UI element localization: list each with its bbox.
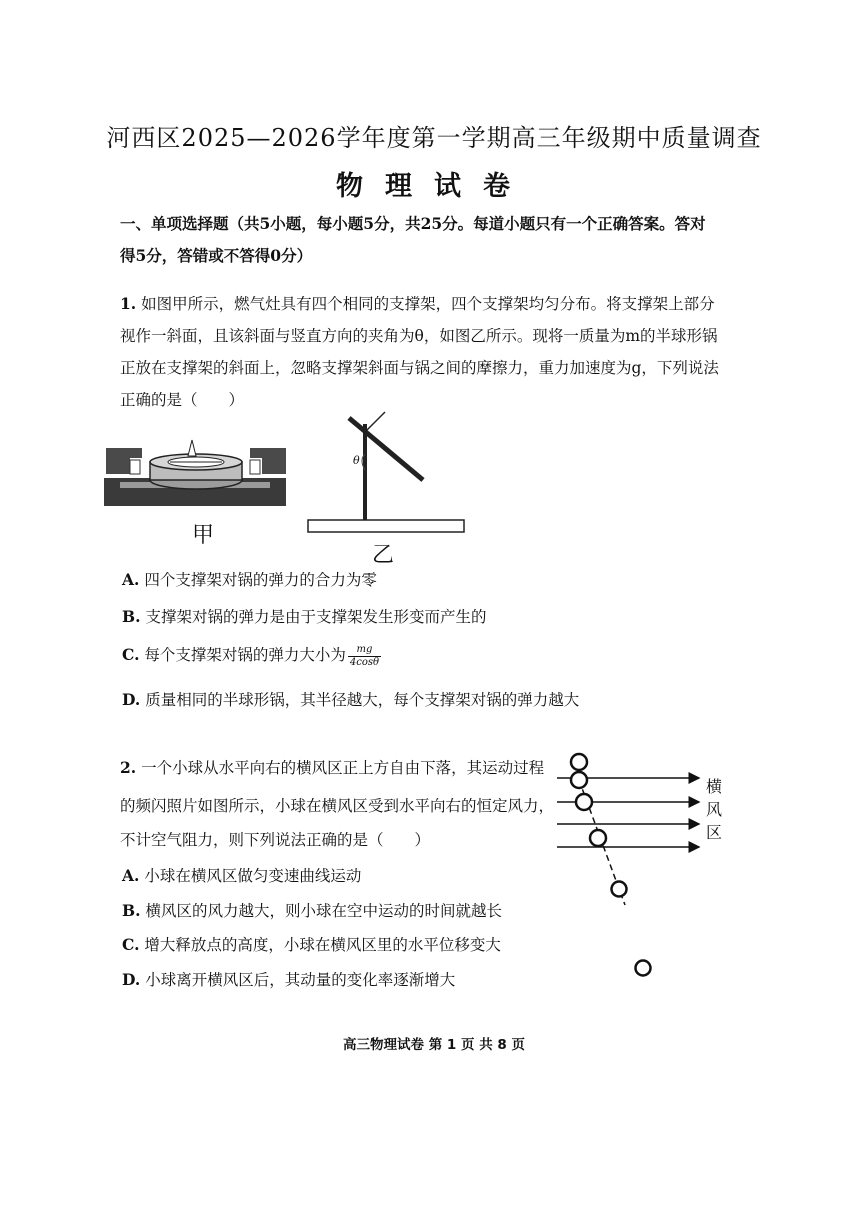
q2-option-c-letter: C.: [122, 935, 140, 954]
q1-option-b: [122, 605, 486, 627]
q1-option-c: [122, 643, 381, 669]
q2-option-a: [122, 864, 361, 886]
q2-option-a-letter: A.: [122, 866, 140, 885]
q2-option-d: [122, 968, 455, 990]
page-title: 河西区2025—2026学年度第一学期高三年级期中质量调查: [106, 124, 762, 152]
q2-line1: [120, 752, 544, 784]
q1-option-d: [122, 688, 579, 710]
section-heading-line1: 一、单项选择题（共5小题，每小题5分，共25分。每道小题只有一个正确答案。答对: [120, 214, 706, 233]
q1-option-b-text: 支撑架对锅的弹力是由于支撑架发生形变而产生的: [145, 608, 487, 626]
q1-line2: 视作一斜面，且该斜面与竖直方向的夹角为θ，如图乙所示。现将一质量为m的半球形锅: [120, 327, 718, 345]
q1-option-d-text: 质量相同的半球形锅，其半径越大，每个支撑架对锅的弹力越大: [145, 691, 580, 709]
fraction-numerator: mg: [348, 644, 381, 657]
fig-jia-label: 甲: [192, 523, 215, 548]
wind-label-heng: 横: [706, 777, 723, 796]
support-incline-figure: [305, 410, 470, 540]
q1-option-d-letter: D.: [122, 690, 141, 709]
q2-line2: 的频闪照片如图所示，小球在横风区受到水平向右的恒定风力，: [120, 797, 555, 815]
q1-line3: 正放在支撑架的斜面上，忽略支撑架斜面与锅之间的摩擦力，重力加速度为g，下列说法: [120, 359, 719, 377]
q1-text-line1: 如图甲所示，燃气灶具有四个相同的支撑架，四个支撑架均匀分布。将支撑架上部分: [141, 295, 715, 313]
q2-line3: 不计空气阻力，则下列说法正确的是（ ）: [120, 831, 431, 849]
q2-option-d-text: 小球离开横风区后，其动量的变化率逐渐增大: [145, 971, 456, 989]
fig-yi-label: 乙: [372, 543, 395, 568]
q2-option-b: [122, 899, 502, 921]
subject-title: 物理试卷: [336, 171, 532, 202]
wind-label-qu: 区: [706, 823, 723, 842]
fig-theta-label: θ: [353, 454, 360, 467]
q1-line1: [120, 288, 715, 320]
q1-option-a-text: 四个支撑架对锅的弹力的合力为零: [144, 571, 377, 589]
fraction-denominator: 4cosθ: [349, 656, 380, 668]
q2-number: 2.: [120, 758, 137, 777]
q1-option-c-text: 每个支撑架对锅的弹力大小为: [144, 646, 346, 664]
gas-stove-figure: [100, 430, 300, 516]
q1-option-c-letter: C.: [122, 645, 140, 664]
q1-option-a: [122, 568, 377, 590]
q2-option-c: [122, 933, 501, 955]
q2-option-c-text: 增大释放点的高度，小球在横风区里的水平位移变大: [144, 936, 501, 954]
page-footer: 高三物理试卷 第 1 页 共 8 页: [343, 1037, 525, 1053]
q1-option-a-letter: A.: [122, 570, 140, 589]
q1-option-c-fraction: [348, 644, 381, 669]
wind-label-feng: 风: [706, 800, 723, 819]
q2-option-b-text: 横风区的风力越大，则小球在空中运动的时间就越长: [145, 902, 502, 920]
q2-option-d-letter: D.: [122, 970, 141, 989]
q2-option-a-text: 小球在横风区做匀变速曲线运动: [144, 867, 362, 885]
q2-option-b-letter: B.: [122, 901, 141, 920]
q1-option-b-letter: B.: [122, 607, 141, 626]
q1-number: 1.: [120, 294, 137, 313]
wind-zone-figure: [555, 750, 715, 980]
q2-text-line1: 一个小球从水平向右的横风区正上方自由下落，其运动过程: [141, 759, 545, 777]
section-heading-line2: 得5分，答错或不答得0分）: [120, 246, 313, 265]
q1-line4: 正确的是（ ）: [120, 391, 245, 409]
